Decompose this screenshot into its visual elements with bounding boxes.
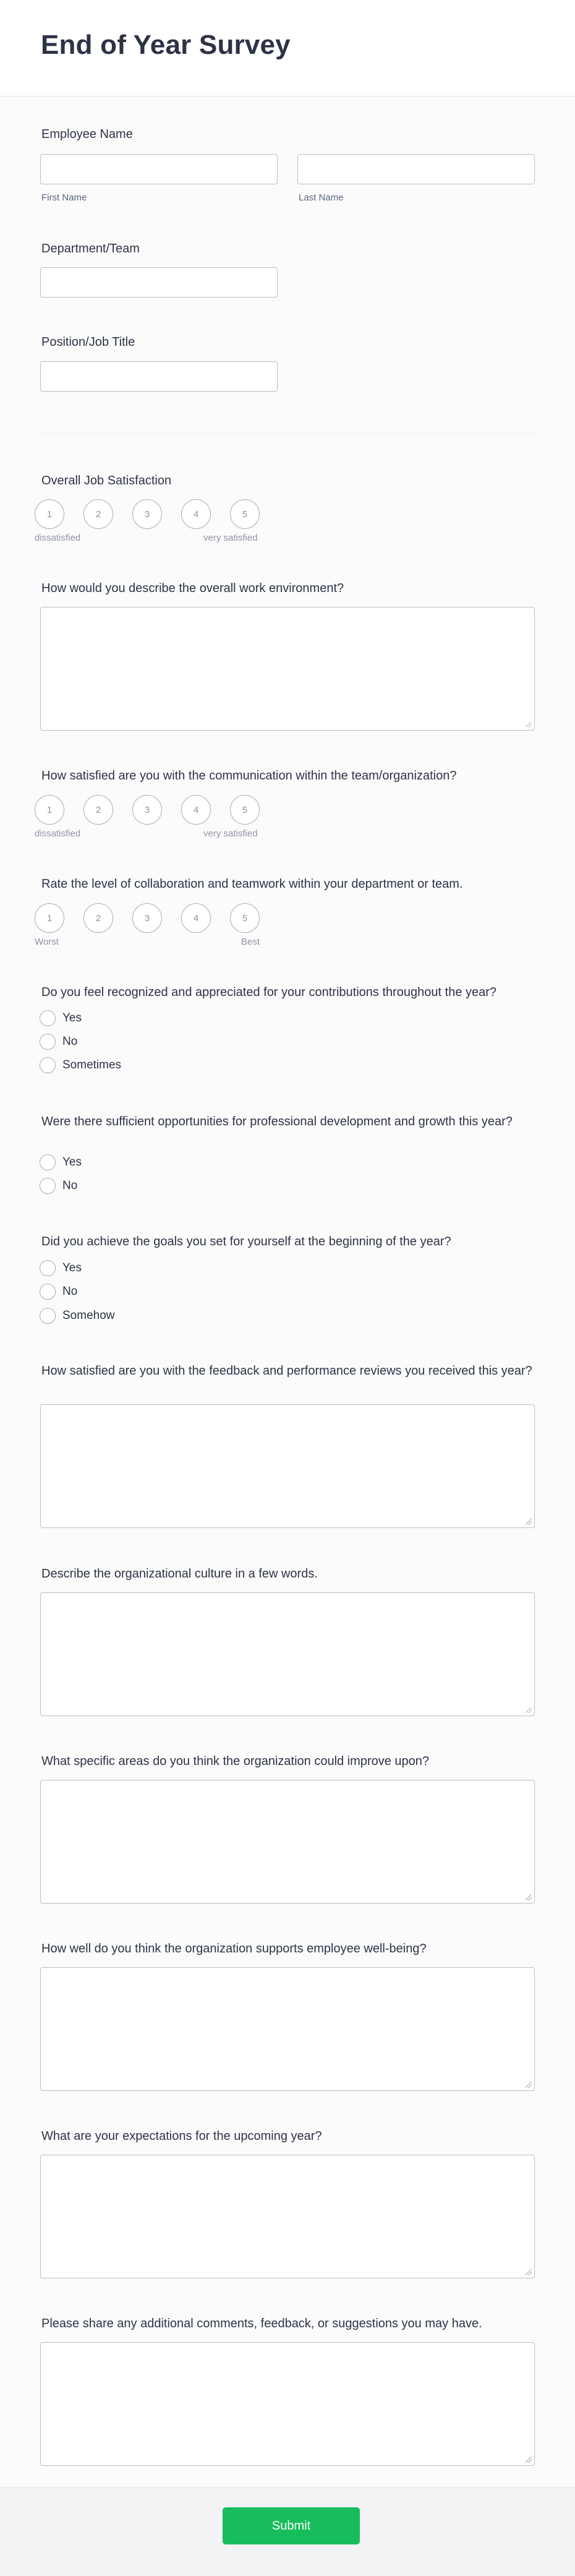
goals-radio-yes[interactable] [40, 1260, 56, 1276]
recognized-option-label[interactable]: Sometimes [62, 1058, 122, 1071]
resize-handle-icon[interactable] [526, 2457, 532, 2463]
resize-handle-icon[interactable] [526, 2082, 532, 2088]
recognized-option-label[interactable]: No [62, 1035, 78, 1048]
last-name-input[interactable] [297, 154, 535, 184]
first-name-sublabel: First Name [41, 192, 87, 203]
recognized-radio-sometimes[interactable] [40, 1057, 56, 1073]
collaboration-rating-1[interactable]: 1 [35, 903, 64, 933]
development-radio-yes[interactable] [40, 1154, 56, 1170]
communication-rating-4[interactable]: 4 [181, 795, 211, 825]
position-label: Position/Job Title [41, 335, 135, 349]
goals-label: Did you achieve the goals you set for yourself at the beginning of the year? [41, 1235, 451, 1248]
form-header [0, 0, 575, 97]
section-divider [41, 433, 535, 434]
resize-handle-icon[interactable] [526, 1519, 532, 1525]
communication-label: How satisfied are you with the communication within the team/organization? [41, 769, 457, 783]
development-radio-no[interactable] [40, 1178, 56, 1194]
goals-radio-no[interactable] [40, 1284, 56, 1300]
improve-label: What specific areas do you think the organization could improve upon? [41, 1754, 430, 1768]
culture-label: Describe the organizational culture in a few words. [41, 1567, 318, 1581]
goals-option-label[interactable]: Somehow [62, 1309, 115, 1322]
job-satisfaction-min-caption: dissatisfied [35, 533, 81, 543]
job-satisfaction-rating-1[interactable]: 1 [35, 499, 64, 529]
development-label: Were there sufficient opportunities for professional development and growth this year? [41, 1115, 513, 1128]
communication-rating-3[interactable]: 3 [132, 795, 162, 825]
resize-handle-icon[interactable] [526, 721, 532, 728]
job-satisfaction-max-caption: very satisfied [203, 533, 258, 543]
employee-name-label: Employee Name [41, 127, 133, 141]
collaboration-rating-2[interactable]: 2 [83, 903, 113, 933]
development-option-label[interactable]: No [62, 1179, 78, 1192]
job-satisfaction-rating-3[interactable]: 3 [132, 499, 162, 529]
collaboration-min-caption: Worst [35, 937, 59, 947]
resize-handle-icon[interactable] [526, 2269, 532, 2275]
work-environment-label: How would you describe the overall work environment? [41, 582, 344, 595]
goals-radio-somehow[interactable] [40, 1308, 56, 1324]
job-satisfaction-rating-2[interactable]: 2 [83, 499, 113, 529]
feedback-label: How satisfied are you with the feedback and performance reviews you received this year? [41, 1364, 532, 1378]
culture-textarea[interactable] [40, 1592, 535, 1716]
collaboration-rating-5[interactable]: 5 [230, 903, 260, 933]
resize-handle-icon[interactable] [526, 1894, 532, 1900]
submit-button[interactable]: Submit [223, 2507, 360, 2544]
resize-handle-icon[interactable] [526, 1707, 532, 1713]
job-satisfaction-rating-4[interactable]: 4 [181, 499, 211, 529]
communication-rating-1[interactable]: 1 [35, 795, 64, 825]
communication-max-caption: very satisfied [203, 828, 258, 839]
collaboration-rating-3[interactable]: 3 [132, 903, 162, 933]
expectations-textarea[interactable] [40, 2155, 535, 2278]
wellbeing-textarea[interactable] [40, 1967, 535, 2091]
department-label: Department/Team [41, 242, 140, 255]
position-input[interactable] [40, 361, 278, 392]
comments-label: Please share any additional comments, feedback, or suggestions you may have. [41, 2317, 482, 2330]
communication-min-caption: dissatisfied [35, 828, 81, 839]
job-satisfaction-rating-5[interactable]: 5 [230, 499, 260, 529]
last-name-sublabel: Last Name [299, 192, 344, 203]
communication-rating-2[interactable]: 2 [83, 795, 113, 825]
wellbeing-label: How well do you think the organization supports employee well-being? [41, 1942, 427, 1956]
recognized-option-label[interactable]: Yes [62, 1011, 82, 1024]
goals-option-label[interactable]: Yes [62, 1261, 82, 1274]
expectations-label: What are your expectations for the upcoming year? [41, 2129, 322, 2143]
comments-textarea[interactable] [40, 2342, 535, 2466]
communication-rating-5[interactable]: 5 [230, 795, 260, 825]
collaboration-max-caption: Best [241, 937, 260, 947]
goals-option-label[interactable]: No [62, 1285, 78, 1298]
development-option-label[interactable]: Yes [62, 1156, 82, 1169]
recognized-radio-no[interactable] [40, 1034, 56, 1050]
page-title: End of Year Survey [41, 30, 291, 60]
job-satisfaction-label: Overall Job Satisfaction [41, 474, 172, 487]
recognized-label: Do you feel recognized and appreciated for your contributions throughout the year? [41, 985, 497, 999]
work-environment-textarea[interactable] [40, 607, 535, 731]
recognized-radio-yes[interactable] [40, 1010, 56, 1026]
collaboration-label: Rate the level of collaboration and teamwork within your department or team. [41, 877, 463, 891]
collaboration-rating-4[interactable]: 4 [181, 903, 211, 933]
first-name-input[interactable] [40, 154, 278, 184]
improve-textarea[interactable] [40, 1780, 535, 1904]
feedback-textarea[interactable] [40, 1404, 535, 1528]
department-input[interactable] [40, 267, 278, 298]
